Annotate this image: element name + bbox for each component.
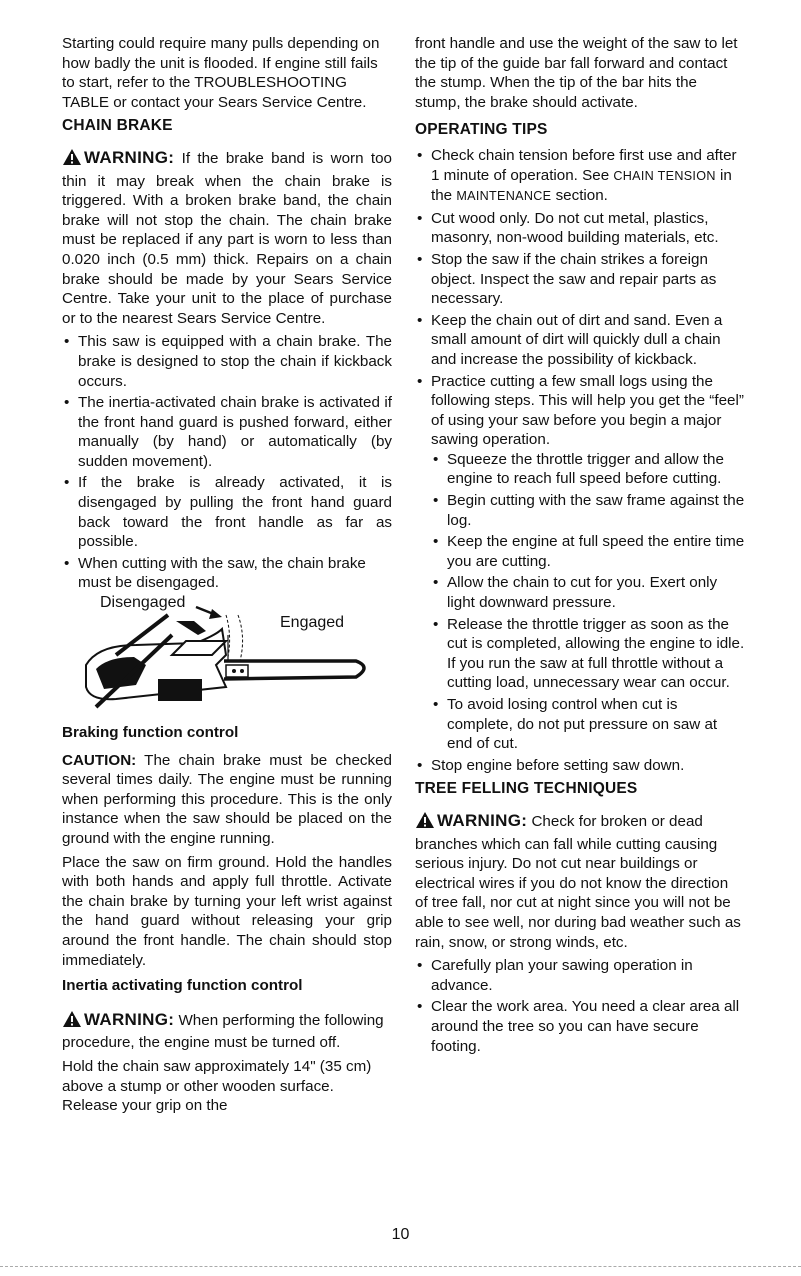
list-item: • The inertia-activated chain brake is activated if the front hand guard is pushed forward, either manually (by hand) or automatically (by sudden movement). [62,393,392,471]
tip-text: in the [431,166,732,205]
list-item: • Release the throttle trigger as soon as the cut is completed, allowing the engine to idle. If you run the saw at full throttle without a cutting load, unnecessary wear can occur. [431,615,745,693]
place-saw-paragraph: Place the saw on firm ground. Hold the handles with both hands and apply full throttle. Activate the chain brake by turning your left wrist against the hand guard without releasing your grip around the front handle. The chain should stop immediately. [62,853,392,969]
warning-text: Check for broken or dead branches which can fall while cutting causing serious injury. Do not cut near buildings or electrical wires if you do not know the direction of tree fall, nor cut at night since you will not be able to see well, nor during bad weather such as rain, snow, or strong winds, etc. [415,812,741,951]
tree-felling-warning [415,811,745,952]
warning-label: WARNING: [437,810,528,830]
list-item: • If the brake is already activated, it is disengaged by pulling the front hand guard back toward the front handle as far as possible. [62,473,392,551]
warning-text: If the brake band is worn too thin it may break when the chain brake is triggered. With a broken brake band, the chain brake will not stop the chain. The chain brake must be replaced if any part is worn to less than 0.020 inch (0.5 mm) thick. Repairs on a chain brake should be made by your Sears Service Centre. Take your unit to the place of purchase or to the nearest Sears Service Centre. [62,149,392,327]
warning-text: When performing the following procedure, the engine must be turned off. [62,1011,384,1052]
chain-brake-figure [62,595,392,717]
list-item: • Begin cutting with the saw frame against the log. [431,491,745,530]
chainsaw-illustration [76,595,376,717]
braking-function-heading: Braking function control [62,724,239,742]
list-item: • Squeeze the throttle trigger and allow the engine to reach full speed before cutting. [431,450,745,489]
tip-text: Check chain tension before first use and after 1 minute of operation. See [431,146,737,184]
tip-text: section. [555,187,608,205]
engine-off-warning [62,1010,392,1053]
list-item: • Cut wood only. Do not cut metal, plastics, masonry, non-wood building materials, etc. [415,209,745,248]
chain-brake-bullets [62,332,392,593]
list-item: • Clear the work area. You need a clear area all around the tree so you can have secure footing. [415,997,745,1056]
list-item: • When cutting with the saw, the chain brake must be disengaged. [62,554,392,593]
tree-felling-heading: TREE FELLING TECHNIQUES [415,780,638,798]
maintenance-reference: MAINTENANCE [456,189,552,204]
list-item: • Keep the engine at full speed the entire time you are cutting. [431,532,745,571]
list-item: • This saw is equipped with a chain brake. The brake is designed to stop the chain if kickback occurs. [62,332,392,391]
page-number: 10 [391,1226,410,1243]
list-item: • Stop the saw if the chain strikes a foreign object. Inspect the saw and repair parts as necessary. [415,250,745,309]
list-item [415,146,745,207]
inertia-function-heading: Inertia activating function control [62,977,303,995]
continuation-paragraph: front handle and use the weight of the saw to let the tip of the guide bar fall forward and contact the stump. When the tip of the bar hits the stump, the brake should activate. [415,35,738,111]
page-bottom-rule [0,1266,801,1267]
disengaged-label: Disengaged [100,594,186,612]
warning-triangle-icon [62,148,82,172]
right-column [415,34,745,1058]
intro-paragraph: Starting could require many pulls depending on how badly the unit is flooded. If engine still fails to start, refer to the TROUBLESHOOTING TABLE or contact your Sears Service Centre. [62,35,380,111]
engaged-label: Engaged [280,614,345,632]
operating-tips-list [415,146,745,775]
warning-triangle-icon [62,1010,82,1034]
chain-brake-heading: CHAIN BRAKE [62,117,173,135]
list-item [415,372,745,754]
brake-band-warning [62,148,392,328]
caution-label: CAUTION: [62,751,137,769]
tree-felling-bullets [415,956,745,1056]
warning-triangle-icon [415,811,435,835]
warning-label: WARNING: [84,1009,175,1029]
chain-tension-reference: CHAIN TENSION [613,168,716,183]
list-item: • Allow the chain to cut for you. Exert only light downward pressure. [431,573,745,612]
operating-tips-heading: OPERATING TIPS [415,121,548,139]
caution-text: The chain brake must be checked several times daily. The engine must be running when performing this procedure. This is the only instance when the saw should be placed on the ground with the engine running. [62,751,392,847]
warning-label: WARNING: [84,147,175,167]
list-item: • To avoid losing control when cut is complete, do not put pressure on saw at end of cut. [431,695,745,754]
tip-text: Practice cutting a few small logs using the following steps. This will help you get the “feel” of using your saw before you begin a major sawing operation. [431,372,744,449]
hold-saw-paragraph: Hold the chain saw approximately 14" (35 cm) above a stump or other wooden surface. Release your grip on the [62,1057,372,1115]
list-item: • Stop engine before setting saw down. [415,756,745,776]
list-item: • Keep the chain out of dirt and sand. Even a small amount of dirt will quickly dull a chain and increase the possibility of kickback. [415,311,745,370]
list-item: • Carefully plan your sawing operation in advance. [415,956,745,995]
caution-paragraph [62,751,392,849]
left-column [62,34,392,1120]
practice-steps-list [431,450,745,754]
